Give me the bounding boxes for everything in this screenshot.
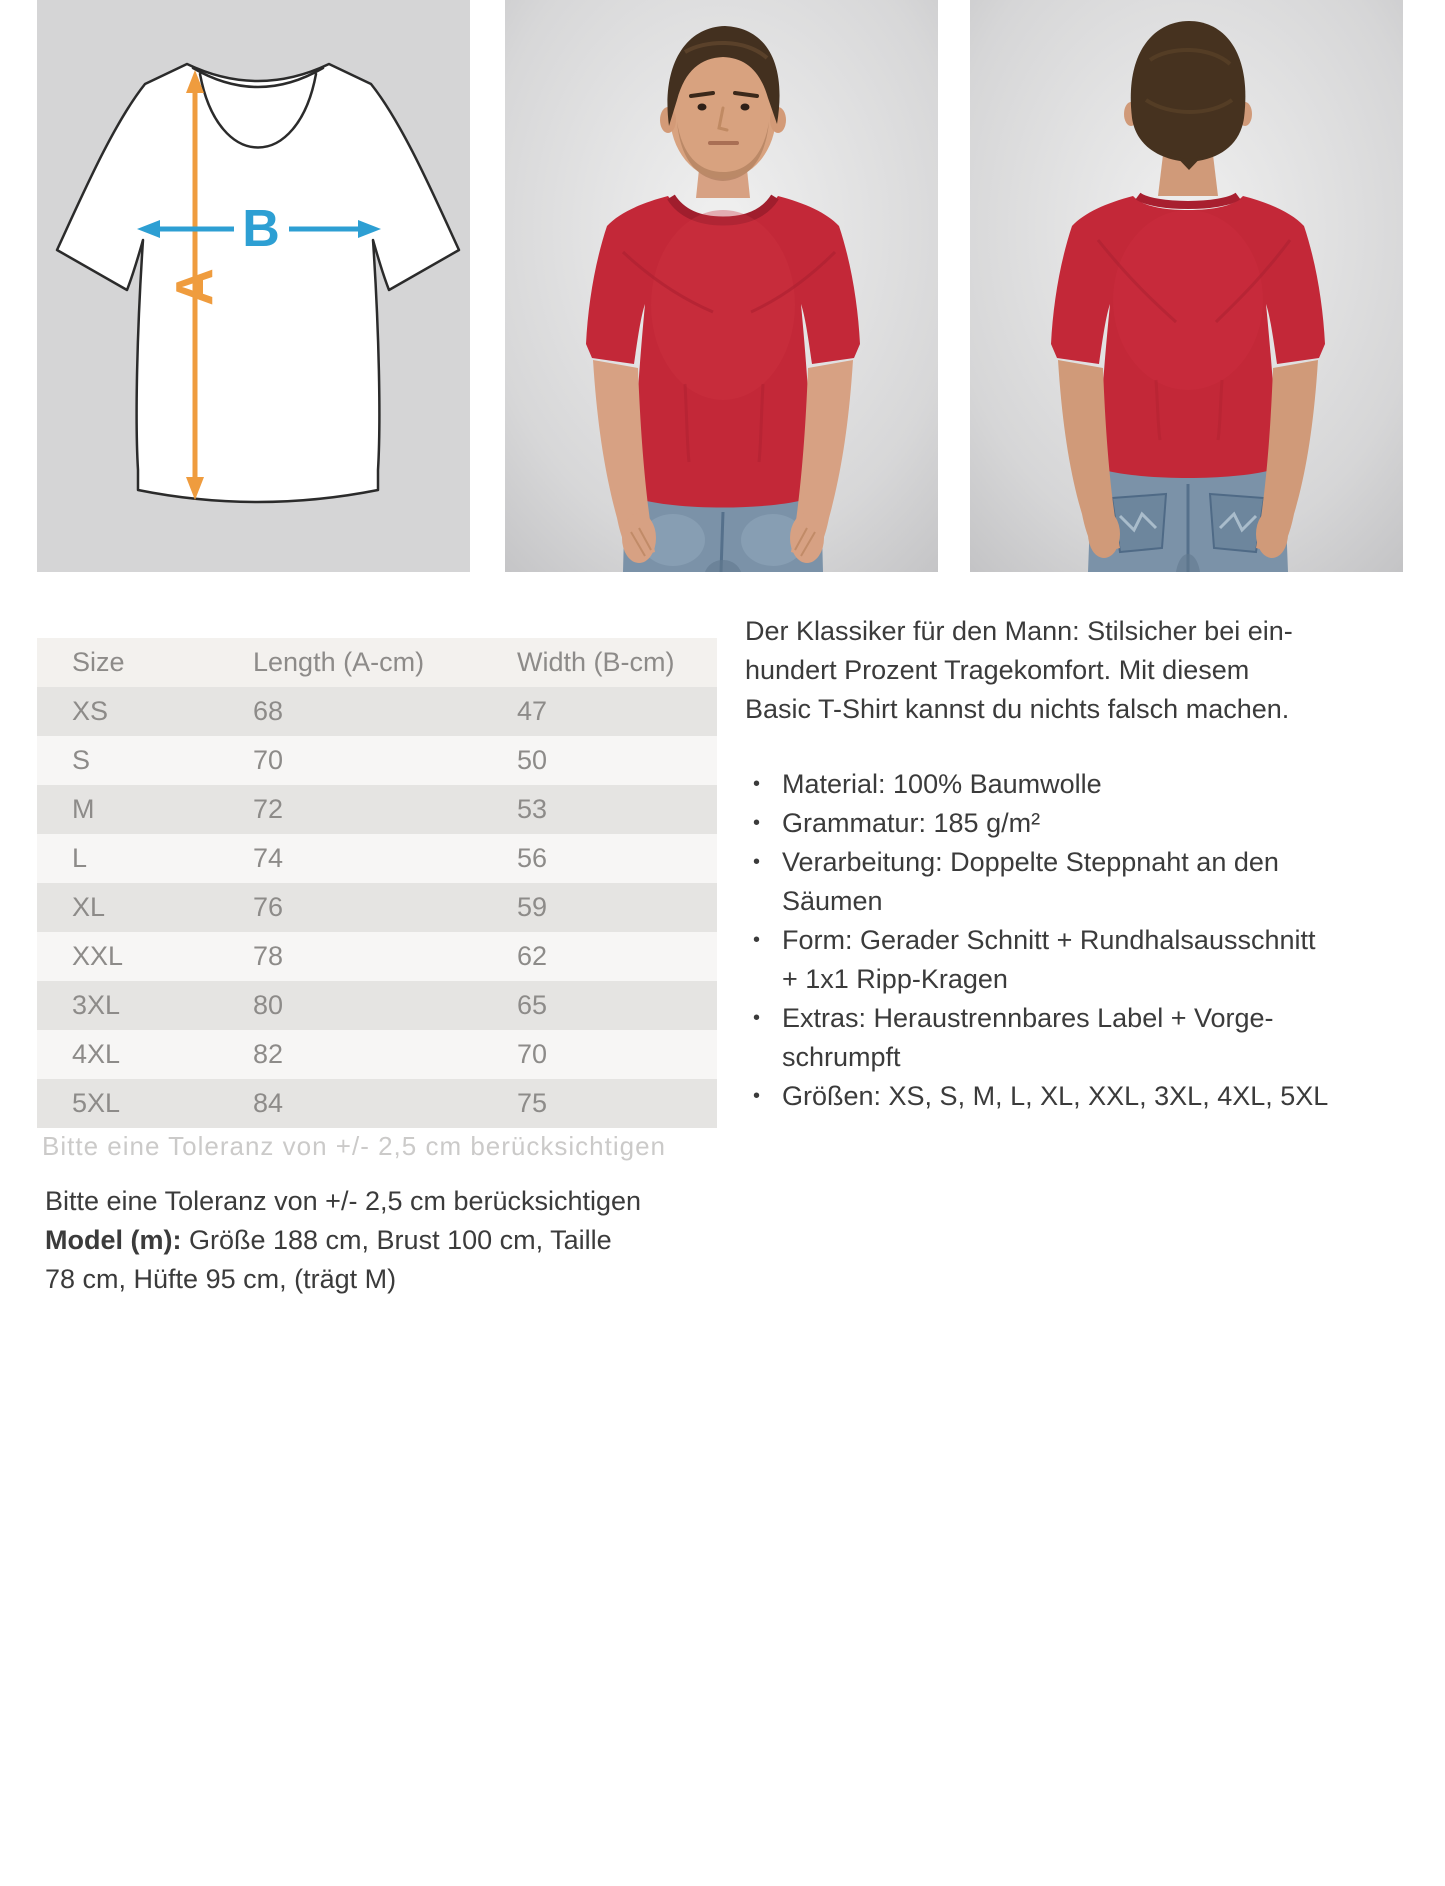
width-cell: 75: [517, 1088, 548, 1118]
label-b: B: [242, 200, 280, 258]
intro-line: Der Klassiker für den Mann: Stilsicher bei ein-: [745, 616, 1293, 646]
measurement-notes: [45, 1182, 685, 1299]
tshirt-measure-diagram: [37, 0, 470, 572]
bullet-icon: •: [753, 812, 761, 834]
list-item: [745, 999, 1435, 1077]
size-cell: XXL: [72, 941, 124, 971]
label-a: A: [166, 268, 224, 306]
list-item: [745, 804, 1435, 843]
length-cell: 84: [253, 1088, 284, 1118]
header-size: Size: [72, 647, 125, 677]
clipped-text: Bitte eine Toleranz von +/- 2,5 cm berücksichtigen: [42, 1131, 666, 1161]
header-length: Length (A-cm): [253, 647, 425, 677]
length-cell: 72: [253, 794, 284, 824]
width-cell: 56: [517, 843, 548, 873]
list-item: [745, 1077, 1435, 1116]
model-front-photo: [505, 0, 938, 572]
clipped-text-strip: [42, 1131, 682, 1161]
table-row: [37, 834, 717, 883]
table-row: [37, 1030, 717, 1079]
feature-text: Material: 100% Baumwolle: [782, 769, 1102, 799]
table-row: [37, 785, 717, 834]
tolerance-note: Bitte eine Toleranz von +/- 2,5 cm berücksichtigen: [45, 1186, 642, 1216]
feature-text: Form: Gerader Schnitt + Rundhalsausschnitt: [782, 925, 1316, 955]
size-table-header-row: [37, 638, 717, 687]
table-row: [37, 981, 717, 1030]
size-cell: XS: [72, 696, 109, 726]
feature-text: + 1x1 Ripp-Kragen: [782, 964, 1008, 994]
bullet-icon: •: [753, 773, 761, 795]
length-cell: 74: [253, 843, 284, 873]
table-row: [37, 883, 717, 932]
table-row: [37, 736, 717, 785]
size-cell: XL: [72, 892, 106, 922]
table-row: [37, 1079, 717, 1128]
model-label: Model (m):: [45, 1225, 182, 1255]
length-cell: 68: [253, 696, 284, 726]
model-info-line1: [45, 1221, 685, 1260]
intro-line: Basic T-Shirt kannst du nichts falsch machen.: [745, 694, 1290, 724]
length-cell: 82: [253, 1039, 284, 1069]
feature-text: Säumen: [782, 886, 883, 916]
model-info-rest: Größe 188 cm, Brust 100 cm, Taille: [181, 1225, 612, 1255]
intro-paragraph: [745, 612, 1435, 729]
list-item: [745, 921, 1435, 999]
table-row: [37, 687, 717, 736]
width-cell: 65: [517, 990, 548, 1020]
width-cell: 70: [517, 1039, 548, 1069]
width-cell: 50: [517, 745, 548, 775]
size-cell: S: [72, 745, 91, 775]
length-cell: 76: [253, 892, 284, 922]
size-cell: 3XL: [72, 990, 121, 1020]
feature-text: schrumpft: [782, 1042, 901, 1072]
length-cell: 80: [253, 990, 284, 1020]
bullet-icon: •: [753, 851, 761, 873]
size-cell: M: [72, 794, 95, 824]
intro-line: hundert Prozent Tragekomfort. Mit diesem: [745, 655, 1250, 685]
list-item: [745, 765, 1435, 804]
feature-text: Größen: XS, S, M, L, XL, XXL, 3XL, 4XL, 5XL: [782, 1081, 1329, 1111]
model-info-line2: 78 cm, Hüfte 95 cm, (trägt M): [45, 1264, 397, 1294]
list-item: [745, 843, 1435, 921]
size-cell: 5XL: [72, 1088, 121, 1118]
width-cell: 59: [517, 892, 548, 922]
length-cell: 78: [253, 941, 284, 971]
header-width: Width (B-cm): [517, 647, 675, 677]
size-diagram-image: [37, 0, 470, 572]
length-cell: 70: [253, 745, 284, 775]
size-table: [37, 638, 717, 1128]
feature-list: [745, 765, 1435, 1116]
bullet-icon: •: [753, 1007, 761, 1029]
model-front-illustration: [505, 0, 938, 572]
size-cell: 4XL: [72, 1039, 121, 1069]
table-row: [37, 932, 717, 981]
model-back-photo: [970, 0, 1403, 572]
size-cell: L: [72, 843, 88, 873]
width-cell: 47: [517, 696, 548, 726]
feature-text: Extras: Heraustrennbares Label + Vorge-: [782, 1003, 1274, 1033]
width-cell: 53: [517, 794, 548, 824]
feature-text: Verarbeitung: Doppelte Steppnaht an den: [782, 847, 1279, 877]
bullet-icon: •: [753, 929, 761, 951]
model-back-illustration: [970, 0, 1403, 572]
bullet-icon: •: [753, 1085, 761, 1107]
feature-text: Grammatur: 185 g/m²: [782, 808, 1041, 838]
product-description: [745, 612, 1435, 1116]
width-cell: 62: [517, 941, 548, 971]
